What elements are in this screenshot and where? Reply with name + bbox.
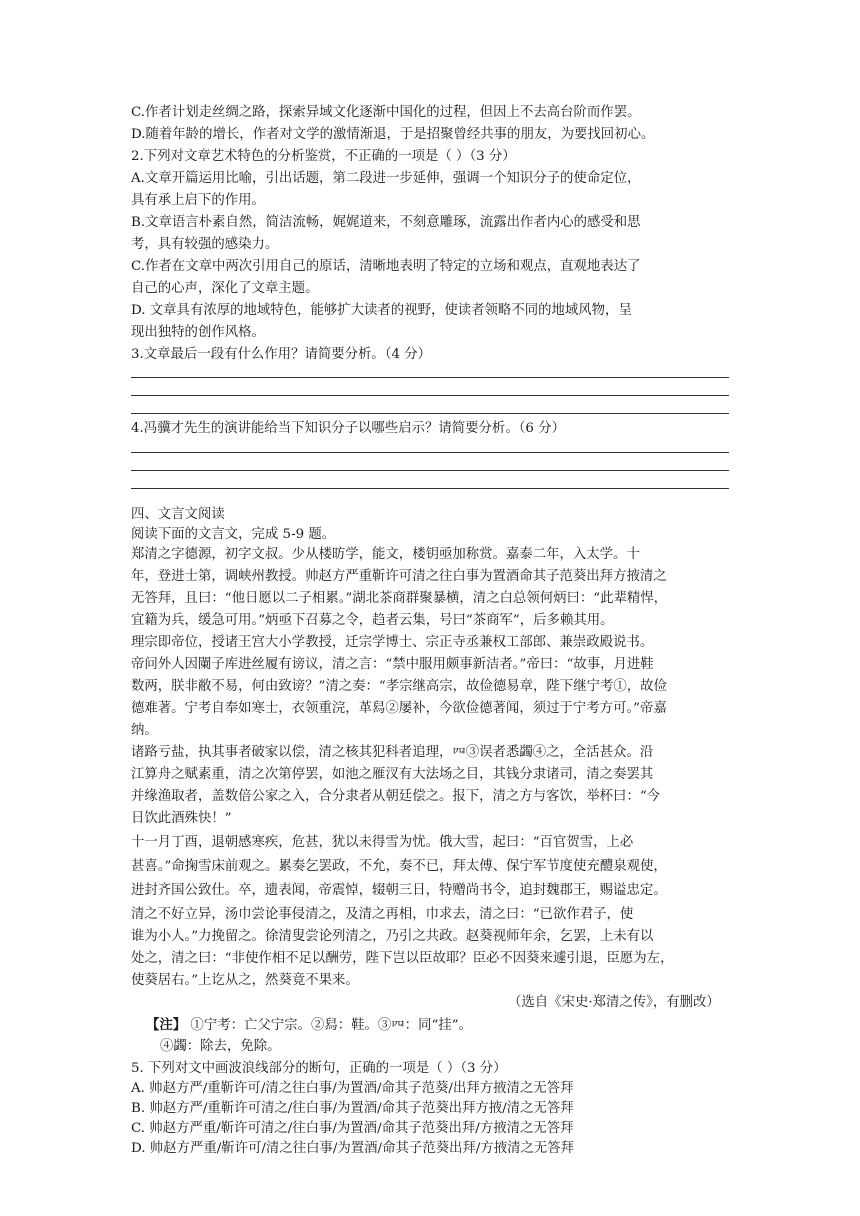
passage-line: 进封齐国公致仕。卒，遗表闻，帝震悼，辍朝三日，特赠尚书令，追封魏郡王，赐谥忠定。 xyxy=(131,883,667,898)
q2-option-a-line2: 具有承上启下的作用。 xyxy=(131,193,265,208)
passage-line: 甚喜。”命掬雪床前观之。累奏乞罢政，不允，奏不已，拜太傅、保宁军节度使充醴泉观使， xyxy=(131,859,667,874)
q2-option-d-line2: 现出独特的创作风格。 xyxy=(131,325,265,340)
passage-line: 日饮此酒殊快！” xyxy=(131,811,232,826)
passage-line: 并缘渔取者，盖数倍公家之入，合分隶者从朝廷偿之。报下，清之方与客饮，举杯曰：“今 xyxy=(131,789,661,804)
passage-line: 无答拜，且曰：“他日愿以二子相累。”湖北茶商群聚暴横，清之白总领何炳曰：“此辈精悍， xyxy=(131,591,668,606)
answer-line xyxy=(131,413,729,414)
notes-text: ①宁考：亡父宁宗。②舄：鞋。③𦉪：同“挂”。 xyxy=(186,1018,472,1033)
passage-line: 理宗即帝位，授诸王宫大小学教授，迁宗学博士、宗正寺丞兼权工部郎、兼崇政殿说书。 xyxy=(131,635,654,650)
q1-option-d: D.随着年龄的增长，作者对文学的激情渐退，于是招聚曾经共事的朋友，为要找回初心。 xyxy=(131,127,655,142)
passage-line: 江算舟之赋素重，清之次第停罢，如池之雁汊有大法场之目，其钱分隶诸司，清之奏罢其 xyxy=(131,767,654,782)
notes-label: 【注】 xyxy=(146,1017,187,1033)
notes-line-1 xyxy=(146,1014,472,1037)
answer-line xyxy=(131,377,729,378)
q1-option-c: C.作者计划走丝绸之路，探索异域文化逐渐中国化的过程，但因上不去高台阶而作罢。 xyxy=(131,105,641,120)
source-citation: （选自《宋史·郑清之传》，有删改） xyxy=(508,995,720,1010)
passage-line: 宜籍为兵，缓急可用。”炳亟下召募之令，趋者云集，号曰“茶商军”，后多赖其用。 xyxy=(131,613,614,628)
question-3: 3.文章最后一段有什么作用？请简要分析。（4 分） xyxy=(131,347,432,362)
question-2: 2.下列对文章艺术特色的分析鉴赏，不正确的一项是（ ）（3 分） xyxy=(131,149,516,164)
q5-option-c: C. 帅赵方严重/靳许可清之/往白事/为置酒/命其子范葵出拜/方掖清之无答拜 xyxy=(131,1121,574,1136)
q2-option-d-line1: D. 文章具有浓厚的地域特色，能够扩大读者的视野，使读者领略不同的地域风物，呈 xyxy=(131,303,632,318)
q2-option-b-line2: 考，具有较强的感染力。 xyxy=(131,237,279,252)
passage-line: 德难著。宁考自奉如寒士，衣领重浣，革舄②屡补，今欲俭德著闻，须过于宁考方可。”帝嘉 xyxy=(131,701,667,716)
passage-line: 使葵居右。”上讫从之，然葵竟不果来。 xyxy=(131,973,359,988)
section-heading: 四、文言文阅读 xyxy=(131,507,225,522)
q2-option-a-line1: A.文章开篇运用比喻，引出话题，第二段进一步延伸，强调一个知识分子的使命定位， xyxy=(131,171,641,186)
answer-line xyxy=(131,470,729,471)
passage-line: 帝问外人因䦨子库进丝履有谤议，清之言：“禁中服用颇事新洁者。”帝曰：“故事，月进鞋 xyxy=(131,657,654,672)
q5-option-d: D. 帅赵方严重/靳许可/清之往白事/为置酒/命其子范葵出拜/方掖清之无答拜 xyxy=(131,1141,575,1156)
answer-line xyxy=(131,488,729,489)
q5-option-b: B. 帅赵方严/重靳许可清之/往白事/为置酒/命其子范葵出拜方掖/清之无答拜 xyxy=(131,1101,574,1116)
section-intro: 阅读下面的文言文，完成 5-9 题。 xyxy=(131,527,336,542)
notes-line-2: ④蠲：除去，免除。 xyxy=(160,1039,281,1054)
passage-line: 十一月丁酉，退朝感寒疾，危甚，犹以未得雪为忧。俄大雪，起曰：“百官贺雪，上必 xyxy=(131,835,634,850)
answer-line xyxy=(131,395,729,396)
q2-option-c-line2: 自己的心声，深化了文章主题。 xyxy=(131,281,319,296)
question-5: 5. 下列对文中画波浪线部分的断句，正确的一项是（ ）（3 分） xyxy=(131,1061,507,1076)
passage-line: 郑清之字德源，初字文叔。少从楼昉学，能文，楼钥亟加称赏。嘉泰二年，入太学。十 xyxy=(131,547,640,562)
passage-line-underlined: 诸路亏盐，执其事者破家以偿，清之核其犯科者追理，𦉪③误者悉蠲④之，全活甚众。沿 xyxy=(131,745,654,760)
passage-line-underlined: 数两，朕非敝不易，何由致谤？”清之奏：“孝宗继高宗，故俭德易章，陛下继宁考①，故俭 xyxy=(131,679,667,694)
passage-line-wavy: 年，登进士第，调峡州教授。帅赵方严重靳许可清之往白事为置酒命其子范葵出拜方掖清之 xyxy=(131,569,667,584)
q2-option-c-line1: C.作者在文章中两次引用自己的原话，清晰地表明了特定的立场和观点，直观地表达了 xyxy=(131,259,641,274)
answer-line xyxy=(131,452,729,453)
passage-line: 谁为小人。”力挽留之。徐清叟尝论列清之，乃引之共政。赵葵视师年余，乞罢，上未有以 xyxy=(131,929,654,944)
passage-line: 纳。 xyxy=(131,723,158,738)
q2-option-b-line1: B.文章语言朴素自然，简洁流畅，娓娓道来，不刻意雕琢，流露出作者内心的感受和思 xyxy=(131,215,641,230)
passage-line: 清之不好立异，汤巾尝论事侵清之，及清之再相，巾求去，清之曰：“已欲作君子，使 xyxy=(131,907,634,922)
q5-option-a: A. 帅赵方严/重靳许可/清之往白事/为置酒/命其子范葵/出拜方掖清之无答拜 xyxy=(131,1081,574,1096)
passage-line: 处之，清之曰：“非使作相不足以酬劳，陛下岂以臣故耶？臣必不因葵来遽引退，臣愿为左， xyxy=(131,951,674,966)
question-4: 4.冯骥才先生的演讲能给当下知识分子以哪些启示？请简要分析。（6 分） xyxy=(131,421,565,436)
